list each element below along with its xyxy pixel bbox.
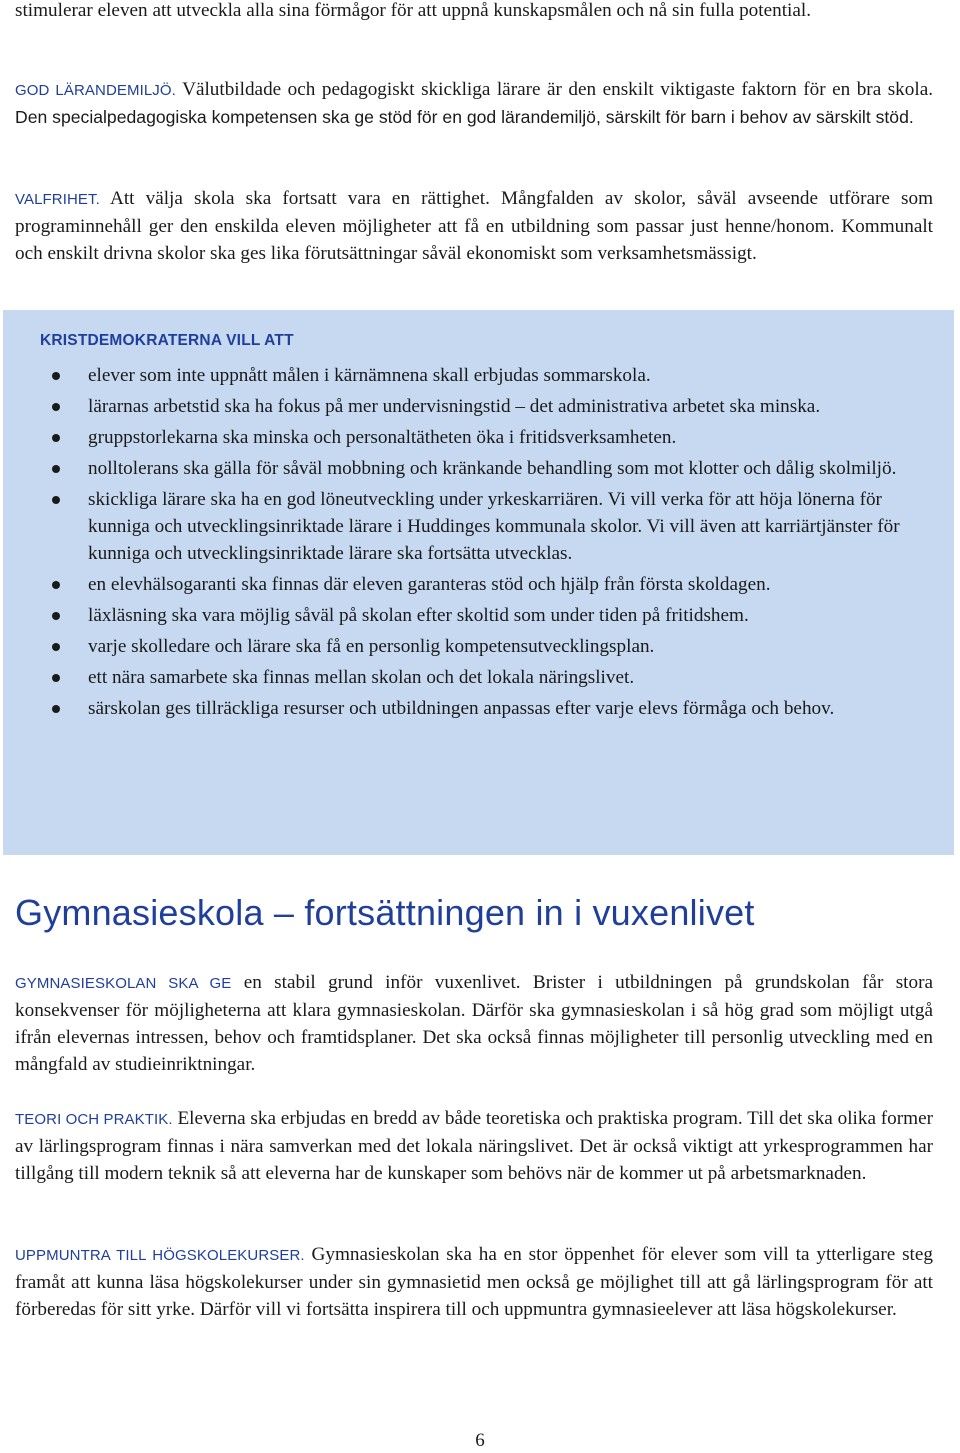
bullet-item [0,664,933,691]
bullet-dot-icon [52,403,60,411]
bullet-text: nolltolerans ska gälla för såväl mobbning och kränkande behandling som mot klotter och dålig skolmiljö. [88,458,897,479]
valfrihet-text: Att välja skola ska fortsatt vara en rättighet. Mångfalden av skolor, såväl avseende utförare som programinnehåll ger den enskilda eleven möjligheter att få en utbildning som passar just henne/honom. Kommunalt och enskilt drivna skolor ska ges lika förutsättningar såväl ekonomiskt som verksamhetsmässigt. [15,188,933,264]
bullet-dot-icon [52,612,60,620]
bullet-text: varje skolledare och lärare ska få en personlig kompetensutvecklingsplan. [88,636,655,657]
intro-text: stimulerar eleven att utveckla alla sina förmågor för att uppnå kunskapsmålen och nå sin fulla potential. [15,0,812,21]
bullet-item [0,695,933,722]
bullet-item [0,571,933,598]
bullet-dot-icon [52,705,60,713]
god-text-1: Välutbildade och pedagogiskt skickliga lärare är den enskilt viktigaste faktorn för en bra skola. [175,79,934,100]
bullet-dot-icon [52,496,60,504]
bullet-item [0,633,933,660]
bullet-item [0,393,933,420]
bullet-text: skickliga lärare ska ha en god löneutveckling under yrkeskarriären. Vi vill verka för att höja lönerna för kunniga och utvecklingsinriktade lärare i Huddinges kommunala skolor. Vi vill även att karriärtjänster för kunniga och utvecklingsinriktade lärare ska fortsätta utvecklas. [88,489,900,564]
bullet-text: en elevhälsogaranti ska finnas där eleven garanteras stöd och hjälp från första skoldagen. [88,574,771,595]
box-bullet-list [0,362,960,726]
bullet-dot-icon [52,465,60,473]
page-number: 6 [475,1430,485,1451]
bullet-item [0,362,933,389]
lead-god-larandemiljo: GOD LÄRANDEMILJÖ. [15,82,176,99]
upp-text: Gymnasieskolan ska ha en stor öppenhet för elever som vill ta ytterligare steg framåt att kunna läsa högskolekurser under sin gymnasietid men också ge möjlighet till att gå lärlingsprogram för att förberedas för sitt yrke. Därför vill vi fortsätta inspirera till och uppmuntra gymnasieelever att läsa högskolekurser. [15,1244,933,1320]
intro-paragraph [15,0,933,24]
bullet-dot-icon [52,674,60,682]
paragraph-god-larandemiljo [15,76,933,131]
gym-text: en stabil grund inför vuxenlivet. Brister i utbildningen på grundskolan får stora konsekvenser för möjligheterna att klara gymnasieskolan. Därför ska gymnasieskolan i så hög grad som möjligt utgå ifrån elevernas intressen, behov och framtidsplaner. Det ska också finnas möjligheter till personlig utveckling med en mångfald av studieinriktningar. [15,972,933,1075]
bullet-item [0,486,933,567]
paragraph-gymnasieskolan [15,969,933,1078]
section-heading: Gymnasieskola – fortsättningen in i vuxenlivet [15,892,755,933]
lead-hogskolekurser: UPPMUNTRA TILL HÖGSKOLEKURSER. [15,1247,305,1264]
bullet-dot-icon [52,434,60,442]
bullet-text: gruppstorlekarna ska minska och personaltätheten öka i fritidsverksamheten. [88,427,677,448]
bullet-dot-icon [52,581,60,589]
box-title: KRISTDEMOKRATERNA VILL ATT [40,332,294,349]
bullet-dot-icon [52,372,60,380]
paragraph-valfrihet [15,185,933,267]
lead-teori-och-praktik: TEORI OCH PRAKTIK. [15,1111,173,1128]
lead-valfrihet: VALFRIHET. [15,191,100,208]
bullet-text: elever som inte uppnått målen i kärnämnena skall erbjudas sommarskola. [88,365,651,386]
bullet-text: läxläsning ska vara möjlig såväl på skolan efter skoltid som under tiden på fritidshem. [88,605,749,626]
bullet-item [0,602,933,629]
paragraph-hogskolekurser [15,1241,933,1323]
teori-text: Eleverna ska erbjudas en bredd av både teoretiska och praktiska program. Till det ska olika former av lärlingsprogram finnas i nära samverkan med det lokala näringslivet. Det är också viktigt att yrkesprogrammen har tillgång till modern teknik så att eleverna har de kunskaper som behövs när de kommer ut på arbetsmarknaden. [15,1108,933,1184]
bullet-item [0,455,933,482]
bullet-item [0,424,933,451]
bullet-text: ett nära samarbete ska finnas mellan skolan och det lokala näringslivet. [88,667,635,688]
paragraph-teori-och-praktik [15,1105,933,1187]
bullet-dot-icon [52,643,60,651]
bullet-text: lärarnas arbetstid ska ha fokus på mer undervisningstid – det administrativa arbetet ska minska. [88,396,821,417]
lead-gymnasieskolan: GYMNASIESKOLAN SKA GE [15,975,232,992]
god-text-2: Den specialpedagogiska kompetensen ska ge stöd för en god lärandemiljö, särskilt för barn i behov av särskilt stöd. [15,107,914,127]
bullet-text: särskolan ges tillräckliga resurser och utbildningen anpassas efter varje elevs förmåga och behov. [88,698,835,719]
